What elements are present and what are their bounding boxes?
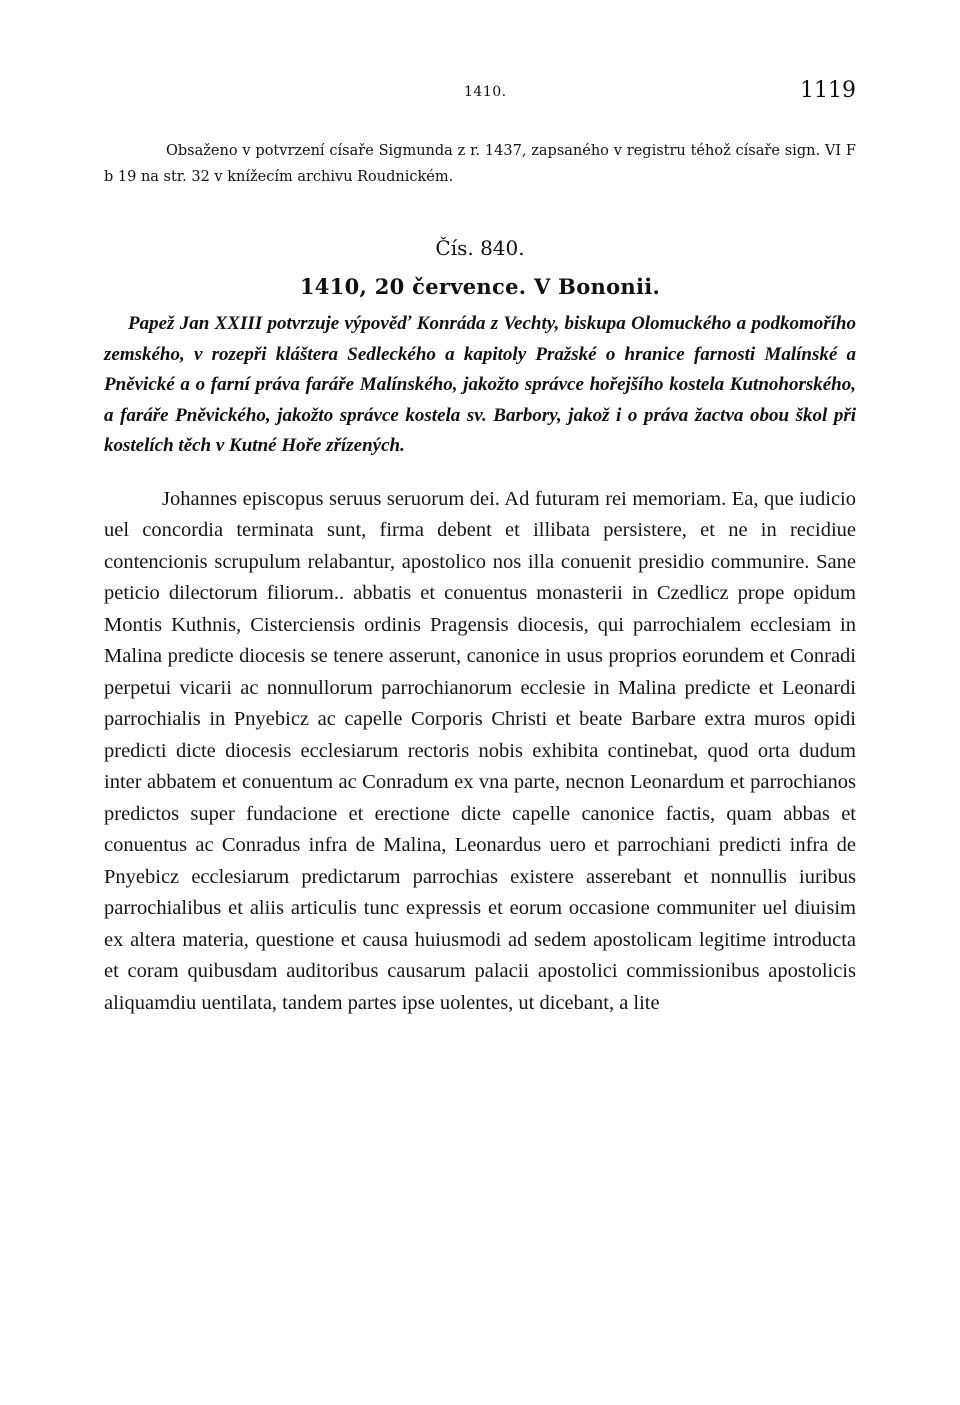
source-note: Obsaženo v potvrzení císaře Sigmunda z r. 1437, zapsaného v registru téhož císaře sign. VI F b 19 na str. 32 v knížecím archivu Roudnickém. <box>104 143 856 185</box>
document-page <box>104 78 856 1040</box>
running-head <box>104 78 856 114</box>
header-year: 1410. <box>464 84 507 100</box>
latin-charter-text: Johannes episcopus seruus seruorum dei. Ad futuram rei memoriam. Ea, que iudicio uel concordia terminata sunt, firma debent et illibata persistere, et ne in recidiue contencionis scrupulum relabantur, apostolico nos illa conuenit presidio communire. Sane peticio dilectorum filiorum.. abbatis et conuentus monasterii in Czedlicz prope opidum Montis Kuthnis, Cisterciensis ordinis Pragensis diocesis, qui parrochialem ecclesiam in Malina predicte diocesis se tenere asserunt, canonice in usus proprios eorundem et Conradi perpetui vicarii ac nonnullorum parrochianorum ecclesie in Malina predicte et Leonardi parrochialis in Pnyebicz ac capelle Corporis Christi et beate Barbare extra muros opidi predicti dicte diocesis ecclesiarum rectoris nobis exhibita continebat, quod orta dudum inter abbatem et conuentum ac Conradum ex vna parte, necnon Leonardum et parrochianos predictos super fundacione et erectione dicte capelle canonice factis, quam abbas et conuentus ac Conradus infra de Malina, Leonardus uero et parrochiani predicti infra de Pnyebicz ecclesiarum predictarum parrochias existere asserebant et nonnullis iuribus parrochialibus et aliis articulis tunc expressis et eorum occasione communiter uel diuisim ex altera materia, questione et causa huiusmodi ad sedem apostolicam legitime introducta et coram quibusdam auditoribus causarum palacii apostolici commissionibus apostolicis aliquamdiu uentilata, tandem partes ipse uolentes, ut dicebant, a lite <box>104 487 856 1014</box>
document-number: Čís. 840. <box>435 236 525 260</box>
regest-summary: Papež Jan XXIII potvrzuje výpověď Konráda z Vechty, biskupa Olomuckého a podkomořího zemského, v rozepři kláštera Sedleckého a kapitoly Pražské o hranice farnosti Malínské a Pněvické a o farní práva faráře Malínského, jakožto správce hořejšího kostela Kutnohorského, a faráře Pněvického, jakožto správce kostela sv. Barbory, jakož i o práva žactva obou škol při kostelích těch v Kutné Hoře zřízených. <box>104 313 856 456</box>
document-date-place: 1410, 20 července. V Bononii. <box>299 274 661 299</box>
page-number: 1119 <box>800 78 856 103</box>
